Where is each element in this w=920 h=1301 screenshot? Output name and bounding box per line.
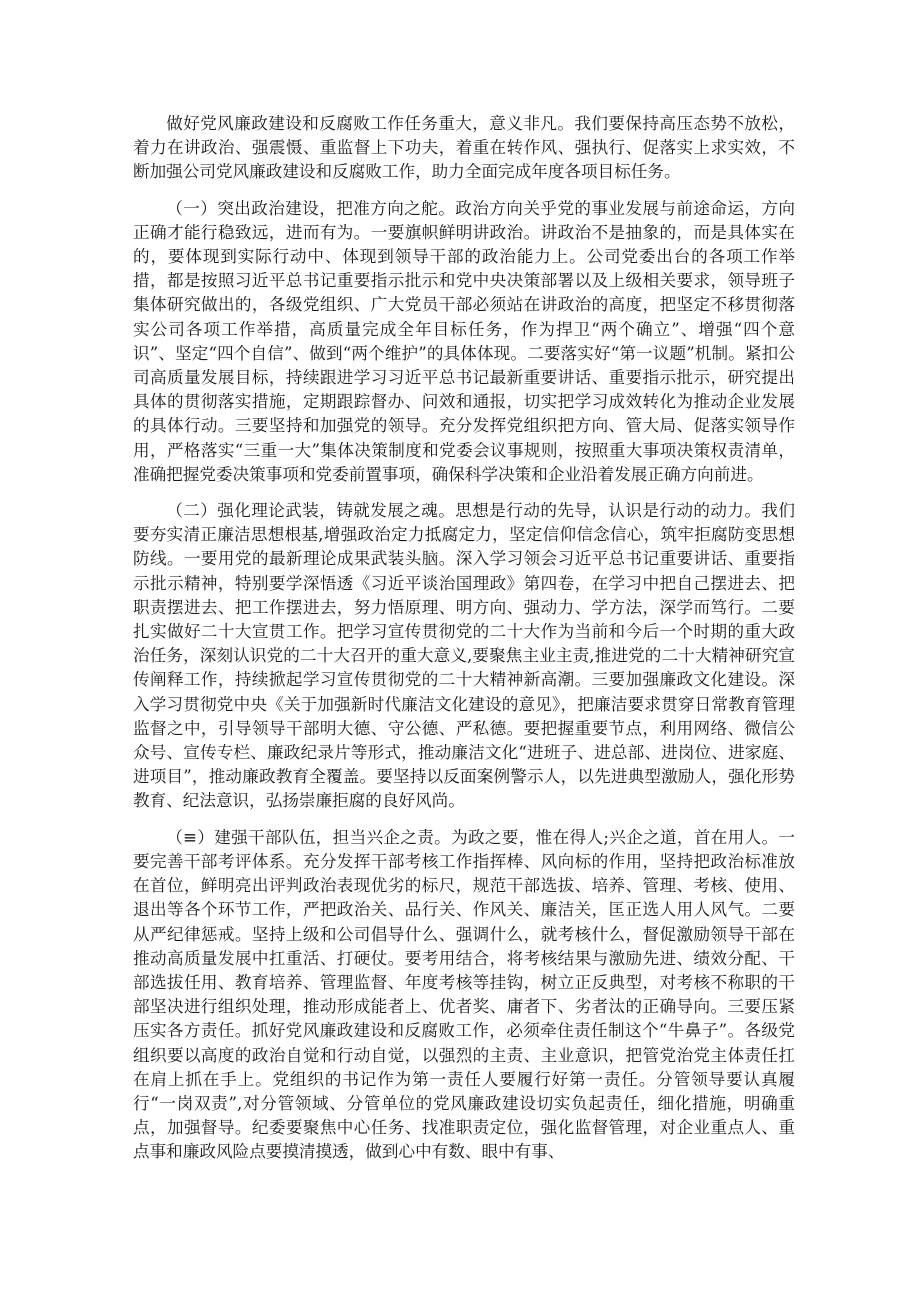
paragraph-section-2: （二）强化理论武装，铸就发展之魂。思想是行动的先导，认识是行动的动力。我们要夯实清正廉洁思想根基,增强政治定力抵腐定力，坚定信仰信念信心，筑牢拒腐防变思想防线。一要用党的最新理论成果武装头脑。深入学习领会习近平总书记重要讲话、重要指示批示精神，特别要学深悟透《习近平谈治国理政》第四卷，在学习中把自己摆进去、把职责摆进去、把工作摆进去，努力悟原理、明方向、强动力、学方法，深学而笃行。二要扎实做好二十大宣贯工作。把学习宣传贯彻党的二十大作为当前和今后一个时期的重大政治任务，深刻认识党的二十大召开的重大意义,要聚焦主业主责,推进党的二十大精神研究宣传阐释工作，持续掀起学习宣传贯彻党的二十大精神新高潮。三要加强廉政文化建设。深入学习贯彻党中央《关于加强新时代廉洁文化建设的意见》，把廉洁要求贯穿日常教育管理监督之中，引导领导干部明大德、守公德、严私德。要把握重要节点，利用网络、微信公众号、宣传专栏、廉政纪录片等形式，推动廉洁文化“进班子、进总部、进岗位、进家庭、进项目”，推动廉政教育全覆盖。要坚持以反面案例警示人，以先进典型激励人，强化形势教育、纪法意识，弘扬崇廉拒腐的良好风尚。 xyxy=(133,501,795,811)
paragraph-section-3: （≡）建强干部队伍，担当兴企之责。为政之要，惟在得人;兴企之道，首在用人。一要完善干部考评体系。充分发挥干部考核工作指挥棒、风向标的作用，坚持把政治标准放在首位，鲜明亮出评判政治表现优劣的标尺，规范干部选拔、培养、管理、考核、使用、退出等各个环节工作，严把政治关、品行关、作风关、廉洁关，匡正选人用人风气。二要从严纪律惩戒。坚持上级和公司倡导什么、强调什么，就考核什么，督促激励领导干部在推动高质量发展中扛重活、打硬仗。要考用结合，将考核结果与激励先进、绩效分配、干部选拔任用、教育培养、管理监督、年度考核等挂钩，树立正反典型，对考核不称职的干部坚决进行组织处理，推动形成能者上、优者奖、庸者下、劣者汰的正确导向。三要压紧压实各方责任。抓好党风廉政建设和反腐败工作，必须牵住责任制这个“牛鼻子”。各级党组织要以高度的政治自觉和行动自觉，以强烈的主责、主业意识，把管党治党主体责任扛在肩上抓在手上。党组织的书记作为第一责任人要履行好第一责任。分管领导要认真履行“一岗双责”,对分管领域、分管单位的党风廉政建设切实负起责任，细化措施，明确重点，加强督导。纪委要聚焦中心任务、找准职责定位，强化监督管理，对企业重点人、重点事和廉政风险点要摸清摸透，做到心中有数、眼中有事、 xyxy=(133,827,795,1162)
paragraph-intro: 做好党风廉政建设和反腐败工作任务重大，意义非凡。我们要保持高压态势不放松，着力在讲政治、强震慑、重监督上下功夫，着重在转作风、强执行、促落实上求实效，不断加强公司党风廉政建设和反腐败工作，助力全面完成年度各项目标任务。 xyxy=(133,114,795,182)
paragraph-section-1: （一）突出政治建设，把准方向之舵。政治方向关乎党的事业发展与前途命运，方向正确才能行稳致远，进而有为。一要旗帜鲜明讲政治。讲政治不是抽象的，而是具体实在的，要体现到实际行动中、体现到领导干部的政治能力上。公司党委出台的各项工作举措，都是按照习近平总书记重要指示批示和党中央决策部署以及上级相关要求，领导班子集体研究做出的，各级党组织、广大党员干部必须站在讲政治的高度，把坚定不移贯彻落实公司各项工作举措，高质量完成全年目标任务，作为捍卫“两个确立”、增强“四个意识”、坚定“四个自信”、做到“两个维护”的具体体现。二要落实好“第一议题”机制。紧扣公司高质量发展目标，持续跟进学习习近平总书记最新重要讲话、重要指示批示，研究提出具体的贯彻落实措施，定期跟踪督办、问效和通报，切实把学习成效转化为推动企业发展的具体行动。三要坚持和加强党的领导。充分发挥党组织把方向、管大局、促落实领导作用，严格落实“三重一大”集体决策制度和党委会议事规则，按照重大事项决策权责清单，准确把握党委决策事项和党委前置事项，确保科学决策和企业沿着发展正确方向前进。 xyxy=(133,198,795,484)
document-body xyxy=(133,112,795,1165)
